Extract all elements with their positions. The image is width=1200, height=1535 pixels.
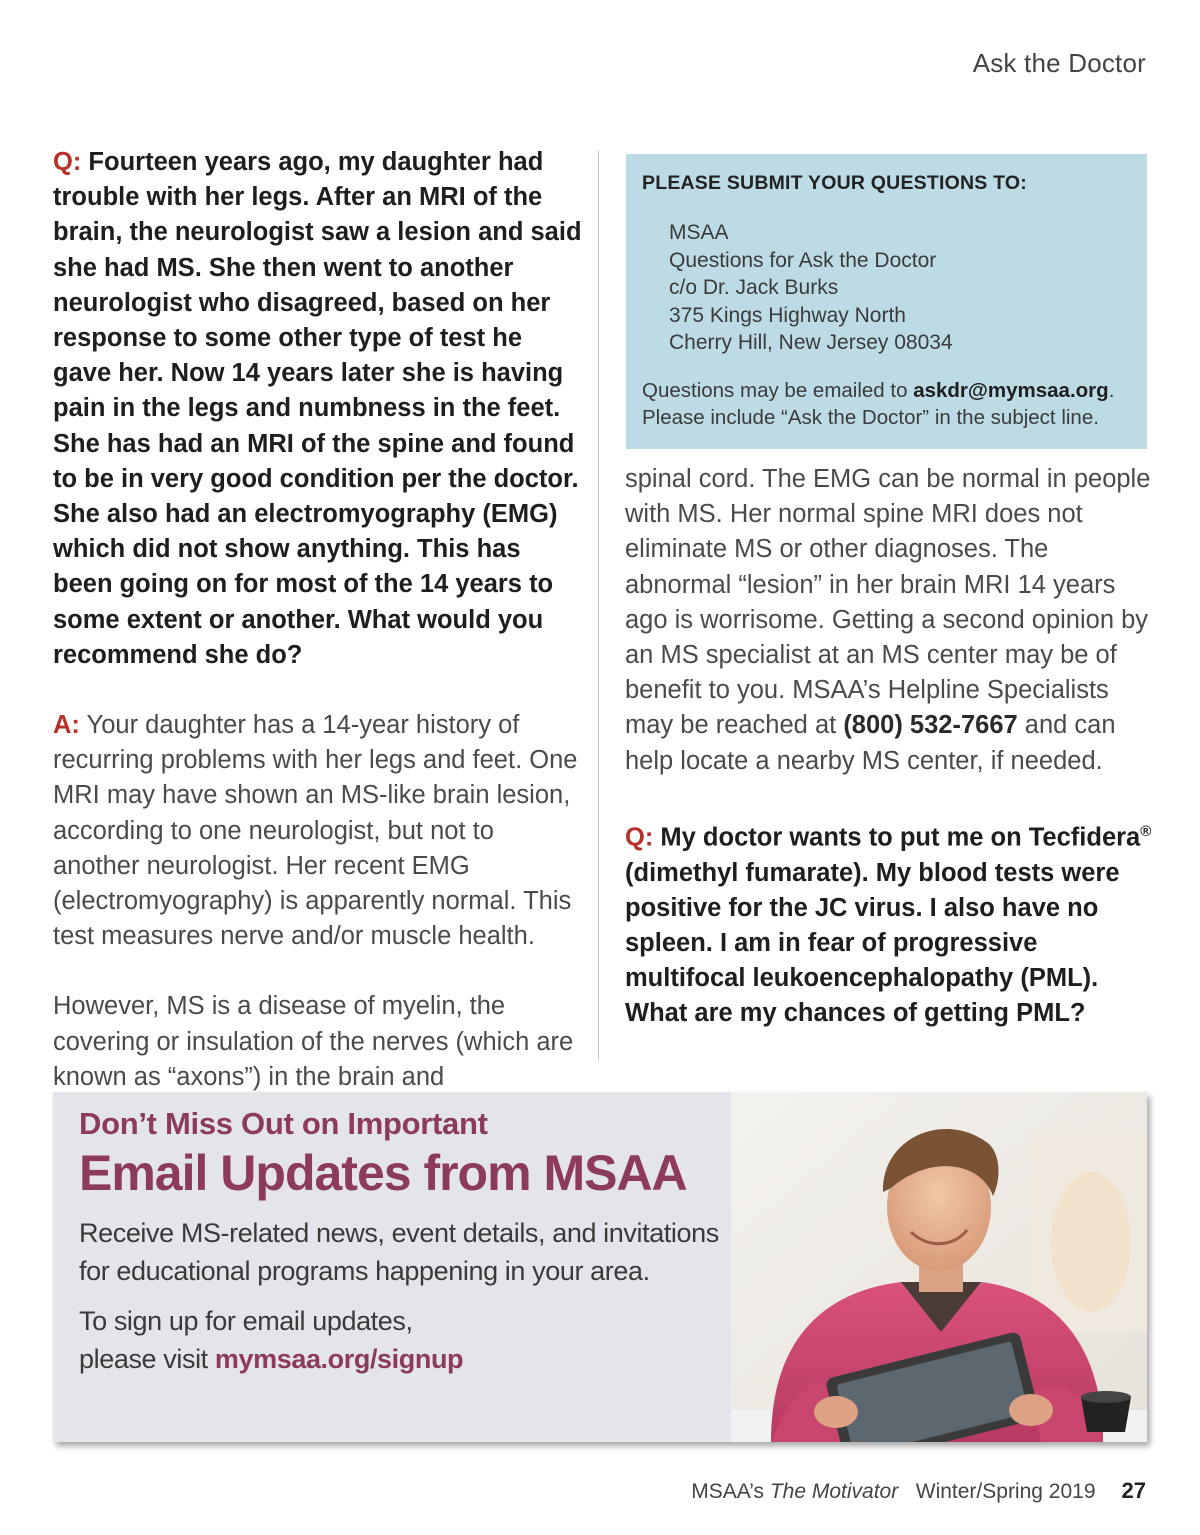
issue: Winter/Spring 2019	[915, 1480, 1096, 1503]
answer-1-paragraph-2: However, MS is a disease of myelin, the covering or insulation of the nerves (which are known as “axons”) in the brain and	[53, 992, 574, 1091]
registered-mark: ®	[1140, 822, 1152, 840]
email-prefix: Questions may be emailed to	[642, 378, 908, 402]
question-2	[625, 814, 1155, 1032]
answer-1-paragraph-3	[625, 462, 1155, 779]
address-line: Questions for Ask the Doctor	[669, 248, 937, 272]
signup-line: To sign up for email updates,	[79, 1306, 413, 1336]
question-2-text-part-2: (dimethyl fumarate). My blood tests were positive for the JC virus. I also have no spleen. I am in fear of progressive multifocal leukoencephalopathy (PML). What are my chances of getting PML?	[625, 858, 1120, 1028]
banner-title: Email Updates from MSAA	[79, 1145, 687, 1201]
answer-1-paragraph-1	[53, 708, 583, 954]
right-column	[625, 462, 1155, 1032]
email-updates-banner	[53, 1092, 1147, 1442]
page-footer	[0, 1478, 1146, 1504]
email-link[interactable]: askdr@mymsaa.org	[913, 378, 1109, 402]
address-line: 375 Kings Highway North	[669, 303, 906, 327]
question-label: Q:	[53, 148, 82, 176]
address-line: c/o Dr. Jack Burks	[669, 276, 839, 299]
answer-1-text: Your daughter has a 14-year history of recurring problems with her legs and feet. One MRI may have shown an MS-like brain lesion, according to one neurologist, but not to another neurologist. Her recent EMG (electromyography) is apparently normal. This test measures nerve and/or muscle health.	[53, 711, 578, 951]
question-label: Q:	[625, 823, 654, 852]
email-suffix: .	[1108, 378, 1115, 402]
banner-body: Receive MS-related news, event details, and invitations for educational programs happening in your area.	[79, 1218, 719, 1286]
question-1	[53, 145, 583, 673]
email-note	[642, 377, 1131, 432]
publisher: MSAA’s	[691, 1480, 764, 1503]
answer-1-continued: spinal cord. The EMG can be normal in people with MS. Her normal spine MRI does not eliminate MS or other diagnoses. The abnormal “lesion” in her brain MRI 14 years ago is worrisome. Getting a second opinion by an MS specialist at an MS center may be of benefit to you. MSAA’s Helpline Specialists may be reached at	[625, 465, 1151, 740]
answer-1-end: and can help locate a nearby MS center, if needed.	[625, 711, 1116, 775]
subject-note: Please include “Ask the Doctor” in the subject line.	[642, 406, 1099, 429]
helpline-phone: (800) 532-7667	[843, 711, 1018, 740]
section-header: Ask the Doctor	[972, 48, 1146, 78]
page-number: 27	[1121, 1478, 1146, 1503]
signup-link[interactable]: mymsaa.org/signup	[214, 1344, 464, 1374]
column-divider	[598, 150, 599, 1060]
question-1-text: Fourteen years ago, my daughter had trouble with her legs. After an MRI of the brain, the neurologist saw a lesion and said she had MS. She then went to another neurologist who disagreed, based on her response to some other type of test he gave her. Now 14 years later she is having pain in the legs and numbness in the feet. She has had an MRI of the spine and found to be in very good condition per the doctor. She also had an electromyography (EMG) which did not show anything. This has been going on for most of the 14 years to some extent or another. What would you recommend she do?	[53, 148, 582, 669]
mailing-address	[669, 219, 1131, 357]
banner-text	[79, 1106, 739, 1378]
banner-signup	[79, 1302, 739, 1378]
question-2-text-part-1: My doctor wants to put me on Tecfidera	[660, 823, 1141, 852]
submit-title: PLEASE SUBMIT YOUR QUESTIONS TO:	[642, 172, 1027, 194]
submit-questions-box	[626, 154, 1147, 449]
banner-subtitle: Don’t Miss Out on Important	[79, 1106, 488, 1141]
address-line: Cherry Hill, New Jersey 08034	[669, 331, 953, 354]
publication-name: The Motivator	[769, 1480, 899, 1503]
man-with-tablet-photo	[731, 1092, 1147, 1442]
left-column	[53, 145, 583, 1095]
signup-prefix: please visit	[79, 1344, 208, 1374]
address-line: MSAA	[669, 221, 729, 244]
answer-label: A:	[53, 711, 80, 740]
